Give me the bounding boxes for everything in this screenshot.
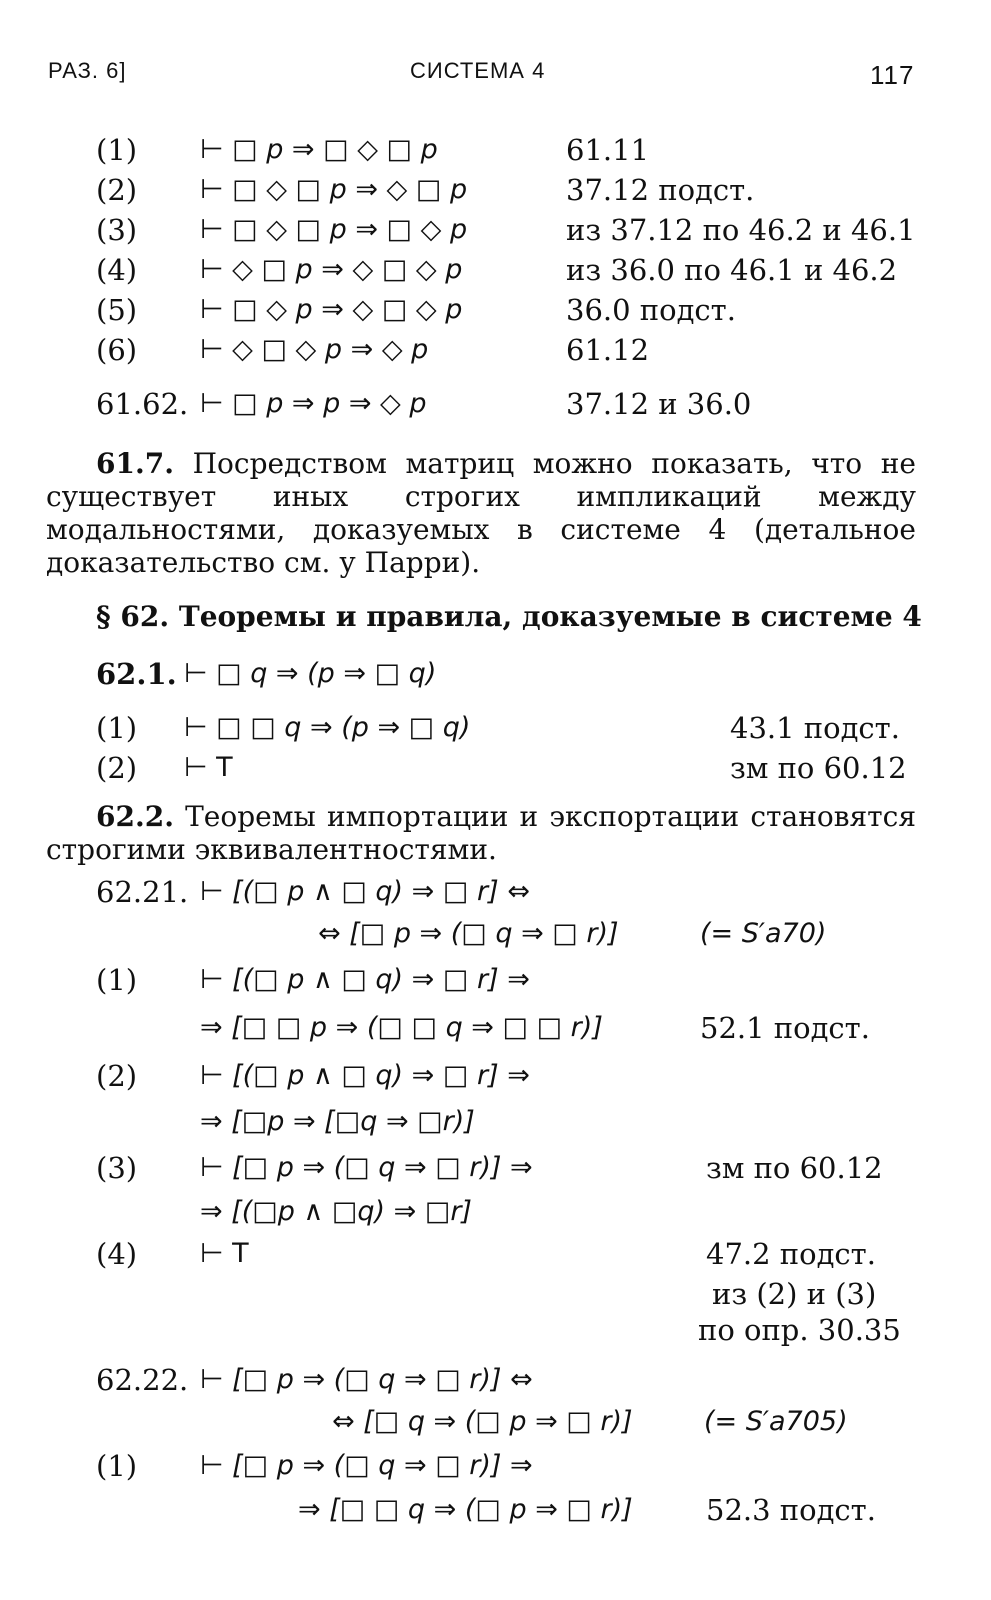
paragraph-text: Теоремы импортации и экспортации становятся строгими эквивалентностями. [46,800,916,866]
running-head-title: СИСТЕМА 4 [410,58,546,83]
step-number: (3) [96,1151,138,1185]
step-number: (6) [96,333,138,367]
paragraph-number: 61.7. [96,447,174,480]
theorem-formula-line2: ⇔ [□ q ⇒ (□ p ⇒ □ r)] [332,1406,633,1437]
step-formula: ⊢ T [184,752,233,783]
step-formula-line2: ⇒ [□ □ p ⇒ (□ □ q ⇒ □ □ r)] [200,1012,603,1043]
step-justification-line3: по опр. 30.35 [698,1313,901,1347]
step-formula-line2: ⇒ [□p ⇒ [□q ⇒ □r)] [200,1106,475,1137]
step-formula-line1: ⊢ T [200,1238,249,1269]
step-formula-line1: ⊢ [□ p ⇒ (□ q ⇒ □ r)] ⇒ [200,1152,533,1183]
step-number: (1) [96,963,138,997]
step-formula-line2: ⇒ [(□p ∧ □q) ⇒ □r] [200,1196,472,1227]
paragraph-61-7 [46,447,916,579]
theorem-number: 62.22. [96,1363,189,1397]
step-formula: ⊢ □ ◇ p ⇒ ◇ □ ◇ p [200,294,463,325]
page-number: 117 [870,60,915,90]
step-number: (2) [96,751,138,785]
step-number: (5) [96,293,138,327]
section-heading: § 62. Теоремы и правила, доказуемые в системе 4 [96,600,922,633]
step-justification: 36.0 подст. [566,293,736,327]
theorem-justification: 37.12 и 36.0 [566,387,752,421]
step-number: (1) [96,1449,138,1483]
step-justification: зм по 60.12 [730,751,907,785]
step-number: (4) [96,253,138,287]
step-justification: 61.12 [566,333,650,367]
step-formula: ⊢ ◇ □ p ⇒ ◇ □ ◇ p [200,254,463,285]
step-justification: из 37.12 по 46.2 и 46.1 [566,213,916,247]
step-justification: 52.1 подст. [700,1011,870,1045]
step-formula: ⊢ □ □ q ⇒ (p ⇒ □ q) [184,712,471,743]
theorem-formula-line1: ⊢ [(□ p ∧ □ q) ⇒ □ r] ⇔ [200,876,530,907]
step-number: (2) [96,1059,138,1093]
theorem-formula: ⊢ □ q ⇒ (p ⇒ □ q) [184,658,437,689]
paragraph-number: 62.2. [96,800,174,833]
step-justification: зм по 60.12 [706,1151,883,1185]
step-justification: 47.2 подст. [706,1237,876,1271]
theorem-formula-line1: ⊢ [□ p ⇒ (□ q ⇒ □ r)] ⇔ [200,1364,533,1395]
paragraph-62-2 [46,800,916,866]
step-formula: ⊢ □ p ⇒ □ ◇ □ p [200,134,438,165]
step-formula-line1: ⊢ [(□ p ∧ □ q) ⇒ □ r] ⇒ [200,1060,530,1091]
theorem-reference: (= S′a70) [700,918,827,949]
theorem-number: 62.1. [96,657,177,691]
step-number: (3) [96,213,138,247]
step-justification: 43.1 подст. [730,711,900,745]
step-number: (1) [96,133,138,167]
step-formula: ⊢ ◇ □ ◇ p ⇒ ◇ p [200,334,429,365]
step-justification: 61.11 [566,133,650,167]
step-number: (4) [96,1237,138,1271]
step-formula-line1: ⊢ [(□ p ∧ □ q) ⇒ □ r] ⇒ [200,964,530,995]
step-justification: из 36.0 по 46.1 и 46.2 [566,253,898,287]
step-number: (2) [96,173,138,207]
theorem-formula-line2: ⇔ [□ p ⇒ (□ q ⇒ □ r)] [318,918,619,949]
step-number: (1) [96,711,138,745]
step-formula-line1: ⊢ [□ p ⇒ (□ q ⇒ □ r)] ⇒ [200,1450,533,1481]
running-head-left: РАЗ. 6] [48,58,127,83]
theorem-number: 61.62. [96,387,189,421]
step-justification-line2: из (2) и (3) [712,1277,877,1311]
step-formula-line2: ⇒ [□ □ q ⇒ (□ p ⇒ □ r)] [298,1494,633,1525]
theorem-reference: (= S′a705) [704,1406,848,1437]
step-justification: 52.3 подст. [706,1493,876,1527]
theorem-number: 62.21. [96,875,189,909]
theorem-formula: ⊢ □ p ⇒ p ⇒ ◇ p [200,388,427,419]
paragraph-text: Посредством матриц можно показать, что не существует иных строгих импликаций между модальностями, доказуемых в системе 4 (детальное доказательство см. у Парри). [46,447,916,579]
step-formula: ⊢ □ ◇ □ p ⇒ □ ◇ p [200,214,468,245]
step-formula: ⊢ □ ◇ □ p ⇒ ◇ □ p [200,174,468,205]
step-justification: 37.12 подст. [566,173,755,207]
